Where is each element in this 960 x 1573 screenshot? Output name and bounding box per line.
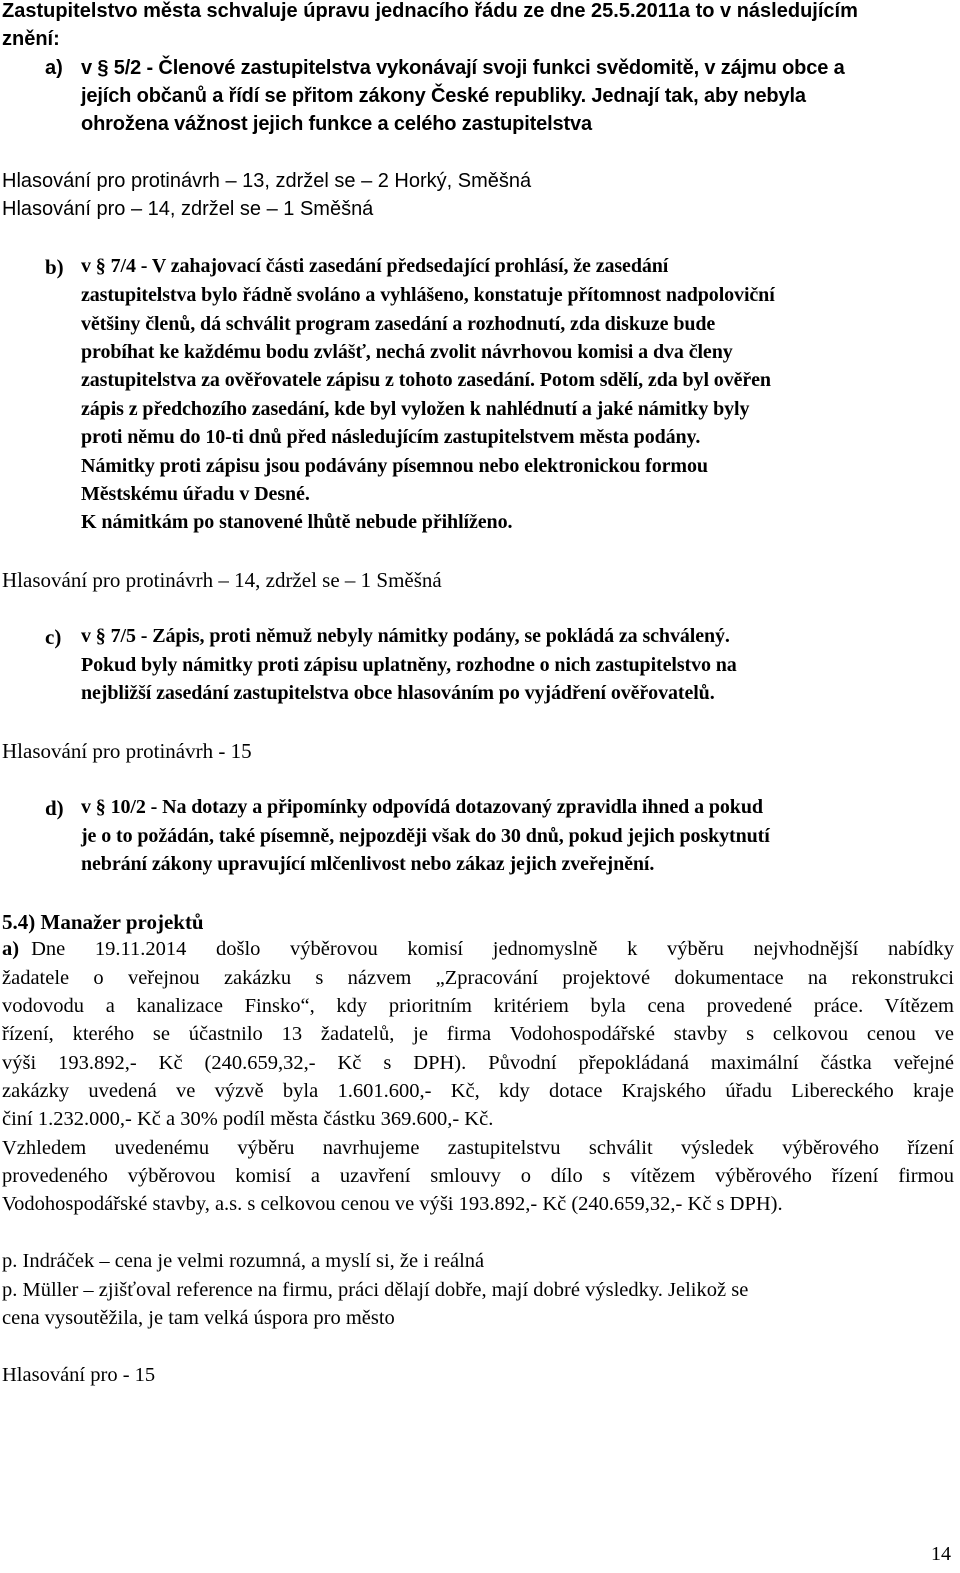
item-c-label: c) (45, 625, 62, 649)
comment-muller-line-2: cena vysoutěžila, je tam velká úspora pro město (2, 1307, 395, 1329)
item-c-line-3: nejbližší zasedání zastupitelstva obce hlasováním po vyjádření ověřovatelů. (81, 682, 715, 704)
item-b-line-10: K námitkám po stanovené lhůtě nebude přihlíženo. (81, 511, 513, 533)
item-b-line-5: zastupitelstva za ověřovatele zápisu z tohoto zasedání. Potom sdělí, zda byl ověřen (81, 369, 771, 391)
intro-line-2: znění: (2, 28, 60, 50)
section-para-2-line-1: Vzhledem uvedenému výběru navrhujeme zastupitelstvu schválit výsledek výběrového řízení (2, 1137, 954, 1159)
vote-c: Hlasování pro protinávrh - 15 (2, 739, 252, 763)
section-heading: 5.4) Manažer projektů (2, 910, 204, 934)
item-b-label: b) (45, 255, 64, 279)
section-para-2-line-2: provedeného výběrovou komisí a uzavření smlouvy o dílo s vítězem výběrového řízení firmou (2, 1165, 954, 1187)
item-d-line-2: je o to požádán, také písemně, nejpozději však do 30 dnů, pokud jejich poskytnutí (81, 825, 770, 847)
item-d-line-1: v § 10/2 - Na dotazy a připomínky odpovídá dotazovaný zpravidla ihned a pokud (81, 796, 763, 818)
section-para-1-line-1: Dne 19.11.2014 došlo výběrovou komisí jednomyslně k výběru nejvhodnější nabídky (31, 938, 954, 960)
intro-line-1: Zastupitelstvo města schvaluje úpravu jednacího řádu ze dne 25.5.2011a to v následujícím (2, 0, 858, 22)
item-b-line-9: Městskému úřadu v Desné. (81, 483, 310, 505)
item-a-label: a) (45, 57, 63, 79)
item-b-line-8: Námitky proti zápisu jsou podávány písemnou nebo elektronickou formou (81, 455, 708, 477)
section-para-1-line-3: vodovodu a kanalizace Finsko“, kdy prioritním kritériem byla cena provedené práce. Vítězem (2, 995, 954, 1017)
section-para-1-first-line (2, 938, 954, 961)
item-b-line-1: v § 7/4 - V zahajovací části zasedání předsedající prohlásí, že zasedání (81, 255, 669, 277)
item-a-line-1: v § 5/2 - Členové zastupitelstva vykonávají svoji funkci svědomitě, v zájmu obce a (81, 57, 845, 79)
section-para-1-line-7: činí 1.232.000,- Kč a 30% podíl města částku 369.600,- Kč. (2, 1108, 494, 1130)
item-d-label: d) (45, 796, 64, 820)
item-b-line-6: zápis z předchozího zasedání, kde byl vyložen k nahlédnutí a jaké námitky byly (81, 398, 750, 420)
vote-a-line-2: Hlasování pro – 14, zdržel se – 1 Směšná (2, 198, 374, 220)
section-sub-label: a) (2, 938, 20, 960)
item-d-line-3: nebrání zákony upravující mlčenlivost nebo zákaz jejich zveřejnění. (81, 853, 655, 875)
section-para-1-line-2: žadatele o veřejnou zakázku s názvem „Zpracování projektové dokumentace na rekonstrukci (2, 967, 954, 989)
item-b-line-7: proti němu do 10-ti dnů před následujícím zastupitelstvem města podány. (81, 426, 701, 448)
section-vote: Hlasování pro - 15 (2, 1364, 156, 1386)
item-a-line-3: ohrožena vážnost jejich funkce a celého zastupitelstva (81, 113, 592, 135)
section-para-1-line-5: výši 193.892,- Kč (240.659,32,- Kč s DPH). Původní přepokládaná maximální částka veřejné (2, 1052, 954, 1074)
item-a-line-2: jejích občanů a řídí se přitom zákony České republiky. Jednají tak, aby nebyla (81, 85, 806, 107)
vote-a-line-1: Hlasování pro protinávrh – 13, zdržel se – 2 Horký, Směšná (2, 170, 532, 192)
item-b-line-4: probíhat ke každému bodu zvlášť, nechá zvolit návrhovou komisi a dva členy (81, 341, 733, 363)
item-b-line-3: většiny členů, dá schválit program zasedání a rozhodnutí, zda diskuze bude (81, 313, 716, 335)
item-c-line-2: Pokud byly námitky proti zápisu uplatněny, rozhodne o nich zastupitelstvo na (81, 654, 737, 676)
section-para-2-line-3: Vodohospodářské stavby, a.s. s celkovou cenou ve výši 193.892,- Kč (240.659,32,- Kč s DPH). (2, 1193, 783, 1215)
comment-indracek: p. Indráček – cena je velmi rozumná, a myslí si, že i reálná (2, 1250, 485, 1272)
section-para-1-line-4: řízení, kterého se účastnilo 13 žadatelů, je firma Vodohospodářské stavby s celkovou cenou ve (2, 1023, 954, 1045)
item-c-line-1: v § 7/5 - Zápis, proti němuž nebyly námitky podány, se pokládá za schválený. (81, 625, 730, 647)
item-b-line-2: zastupitelstva bylo řádně svoláno a vyhlášeno, konstatuje přítomnost nadpoloviční (81, 284, 775, 306)
comment-muller-line-1: p. Müller – zjišťoval reference na firmu, práci dělají dobře, mají dobré výsledky. Jelikož se (2, 1279, 749, 1301)
page-number: 14 (931, 1543, 951, 1565)
vote-b: Hlasování pro protinávrh – 14, zdržel se – 1 Směšná (2, 568, 442, 592)
section-para-1-line-6: zakázky uvedená ve výzvě byla 1.601.600,- Kč, kdy dotace Krajského úřadu Libereckého kraje (2, 1080, 954, 1102)
